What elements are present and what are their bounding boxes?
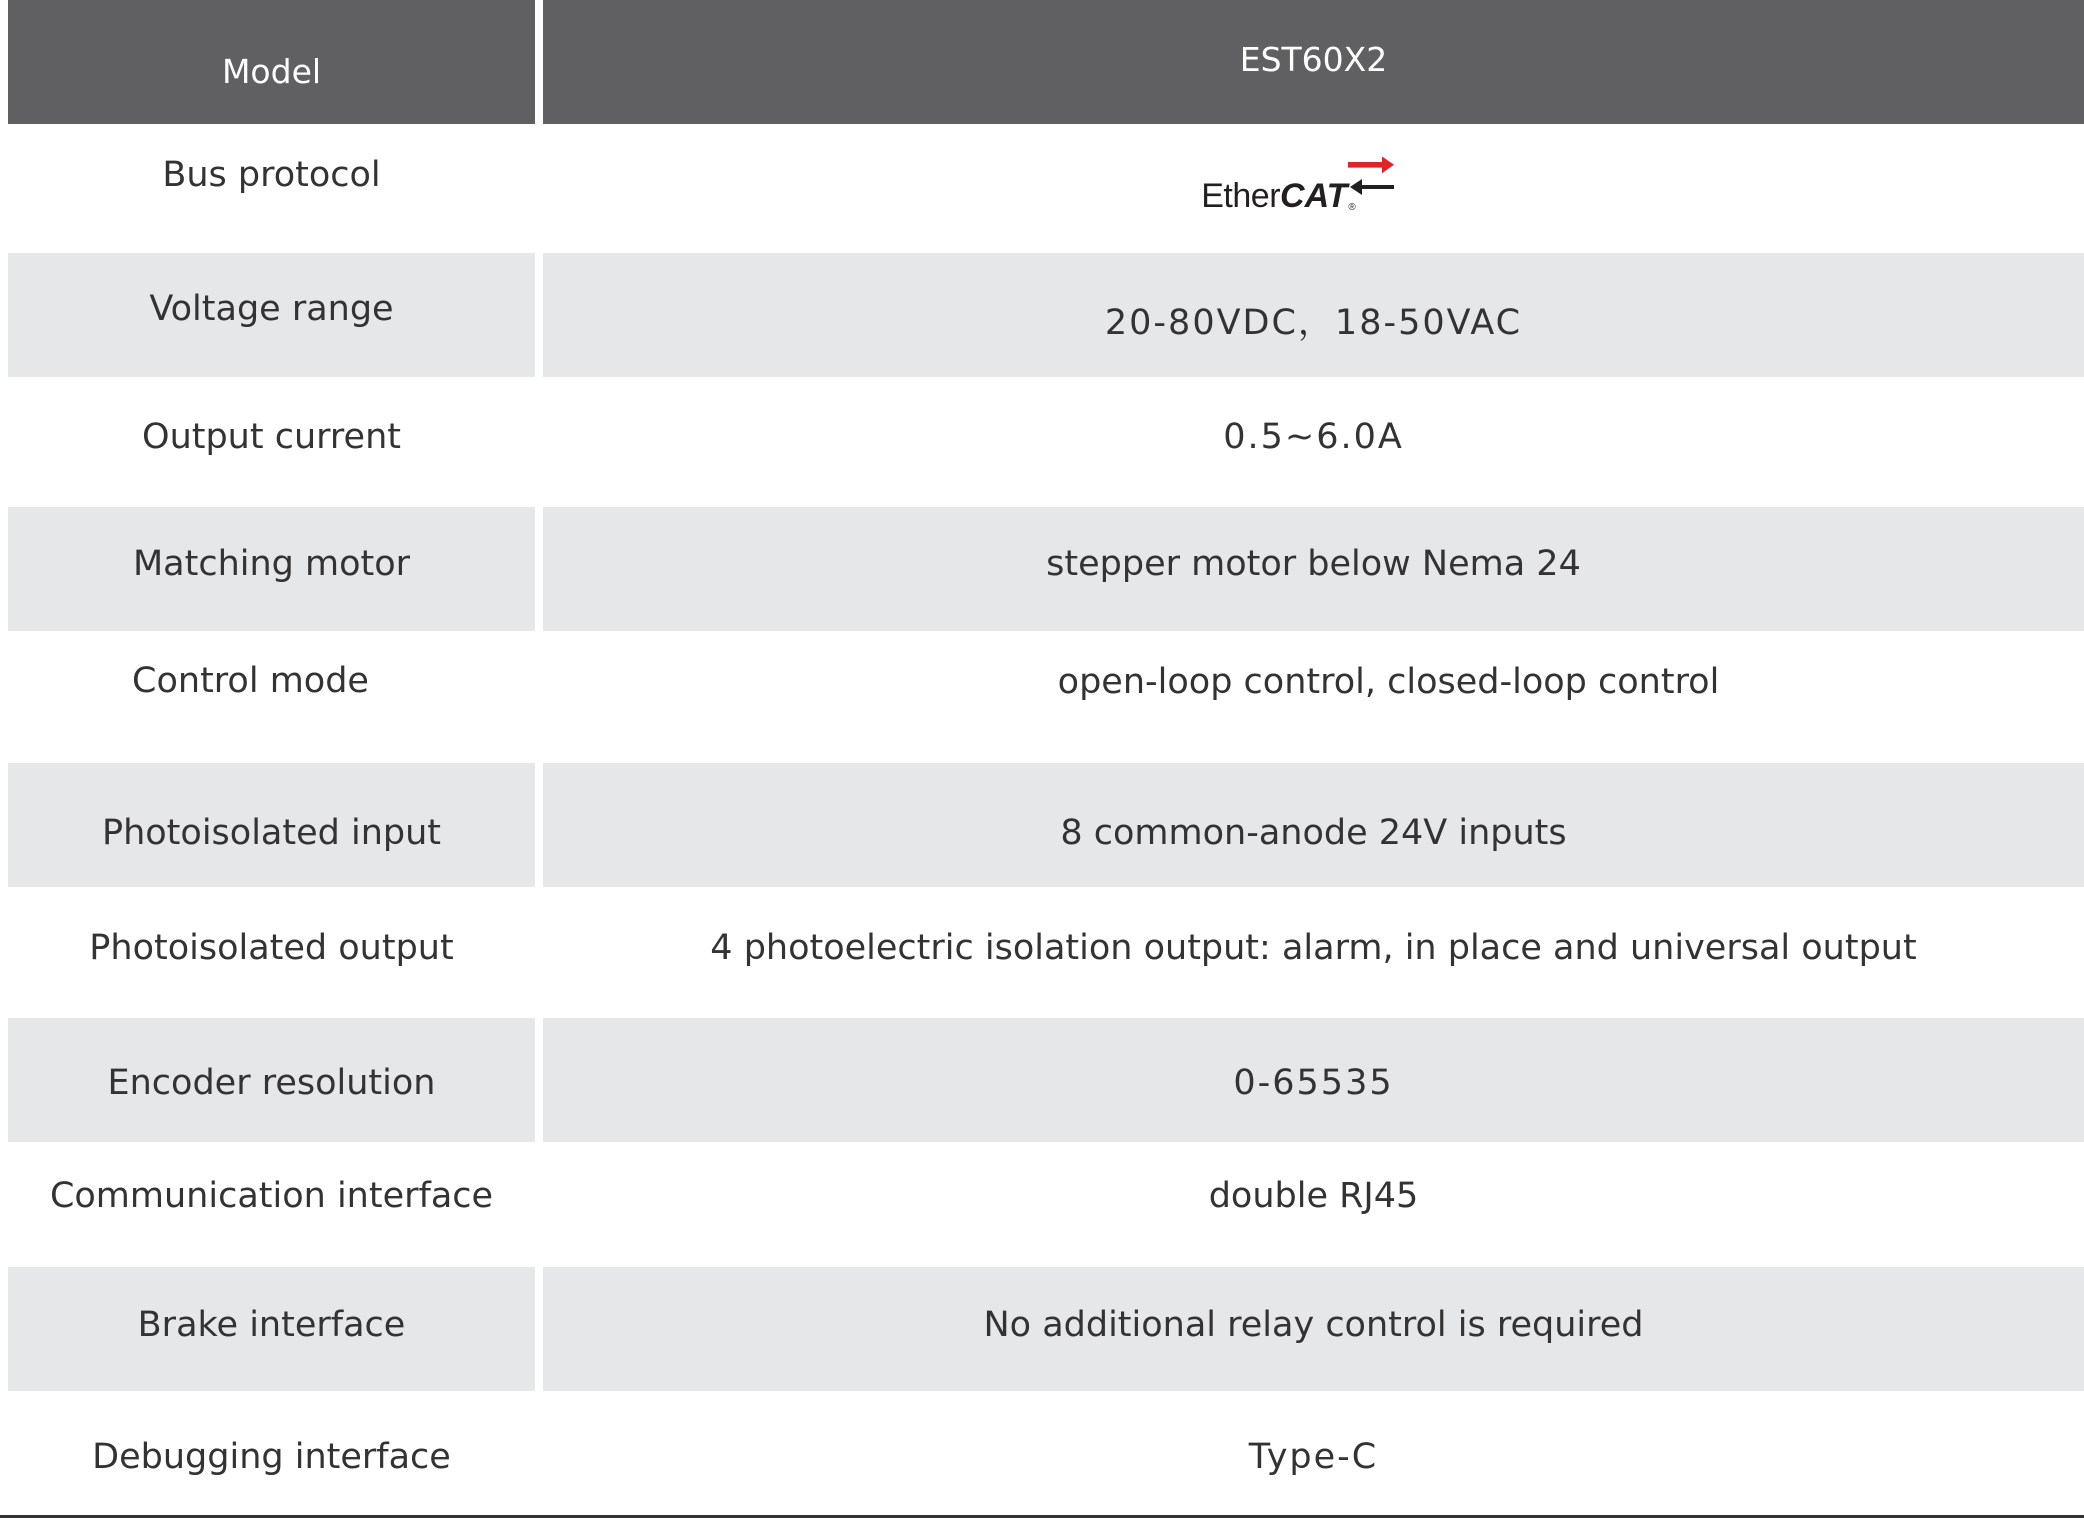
- value-cell: [543, 631, 2084, 763]
- ethercat-logo-cat: CAT: [1280, 176, 1348, 215]
- label-cell: [8, 507, 535, 631]
- table-row: [0, 253, 2084, 377]
- row-label: Encoder resolution: [107, 1063, 436, 1103]
- model-name: EST60X2: [1239, 39, 1388, 79]
- label-cell: [8, 631, 535, 763]
- table-bottom-rule: [0, 1515, 2084, 1518]
- row-label: Photoisolated input: [101, 813, 441, 853]
- label-cell: [8, 1142, 535, 1267]
- label-cell: [8, 887, 535, 1018]
- table-row: [0, 763, 2084, 887]
- table-row: [0, 507, 2084, 631]
- row-value: 4 photoelectric isolation output: alarm, in place and universal output: [710, 927, 1917, 968]
- table-row: [0, 1018, 2084, 1142]
- header-value-cell: [543, 0, 2084, 124]
- table-row: [0, 631, 2084, 763]
- row-value: open-loop control, closed-loop control: [1057, 662, 1720, 702]
- table-row: [0, 887, 2084, 1018]
- value-cell: [543, 1018, 2084, 1142]
- label-cell: [8, 124, 535, 253]
- value-cell: [543, 763, 2084, 887]
- row-value: 8 common-anode 24V inputs: [1060, 813, 1567, 853]
- value-cell: [543, 124, 2084, 253]
- table-row: [0, 1391, 2084, 1515]
- label-cell: [8, 763, 535, 887]
- label-cell: [8, 377, 535, 507]
- value-cell: [543, 377, 2084, 507]
- value-cell: [543, 253, 2084, 377]
- value-cell: [543, 1142, 2084, 1267]
- ethercat-arrows-icon: [1348, 157, 1396, 197]
- table-row: [0, 377, 2084, 507]
- value-cell: [543, 1267, 2084, 1391]
- row-value: 20-80VDC，18-50VAC: [1104, 303, 1523, 343]
- label-cell: [8, 1018, 535, 1142]
- table-row: [0, 1267, 2084, 1391]
- table-header-row: [0, 0, 2084, 124]
- row-label: Control mode: [132, 661, 369, 701]
- row-label: Photoisolated output: [89, 927, 454, 968]
- header-label-cell: [8, 0, 535, 124]
- ethercat-logo: [1201, 157, 1356, 213]
- row-label: Matching motor: [132, 544, 411, 584]
- row-label: Voltage range: [149, 289, 394, 329]
- row-value: 0-65535: [1233, 1063, 1394, 1103]
- header-label: Model: [221, 51, 322, 91]
- row-label: Communication interface: [49, 1175, 494, 1216]
- row-label: Output current: [142, 417, 401, 457]
- table-row-bus-protocol: [0, 124, 2084, 253]
- label-cell: [8, 253, 535, 377]
- row-value: Type-C: [1248, 1437, 1379, 1477]
- row-label: Debugging interface: [92, 1437, 451, 1477]
- row-label: Bus protocol: [162, 154, 381, 195]
- value-cell: [543, 887, 2084, 1018]
- value-cell: [543, 1391, 2084, 1515]
- row-value: double RJ45: [1208, 1175, 1419, 1216]
- value-cell: [543, 507, 2084, 631]
- row-value: 0.5~6.0A: [1223, 417, 1404, 457]
- label-cell: [8, 1267, 535, 1391]
- row-label: Brake interface: [137, 1305, 406, 1345]
- row-value: stepper motor below Nema 24: [1046, 544, 1581, 584]
- ethercat-logo-reg: ®: [1348, 201, 1356, 213]
- row-value: No additional relay control is required: [983, 1305, 1644, 1345]
- ethercat-logo-ether: Ether: [1201, 176, 1281, 215]
- label-cell: [8, 1391, 535, 1515]
- table-row: [0, 1142, 2084, 1267]
